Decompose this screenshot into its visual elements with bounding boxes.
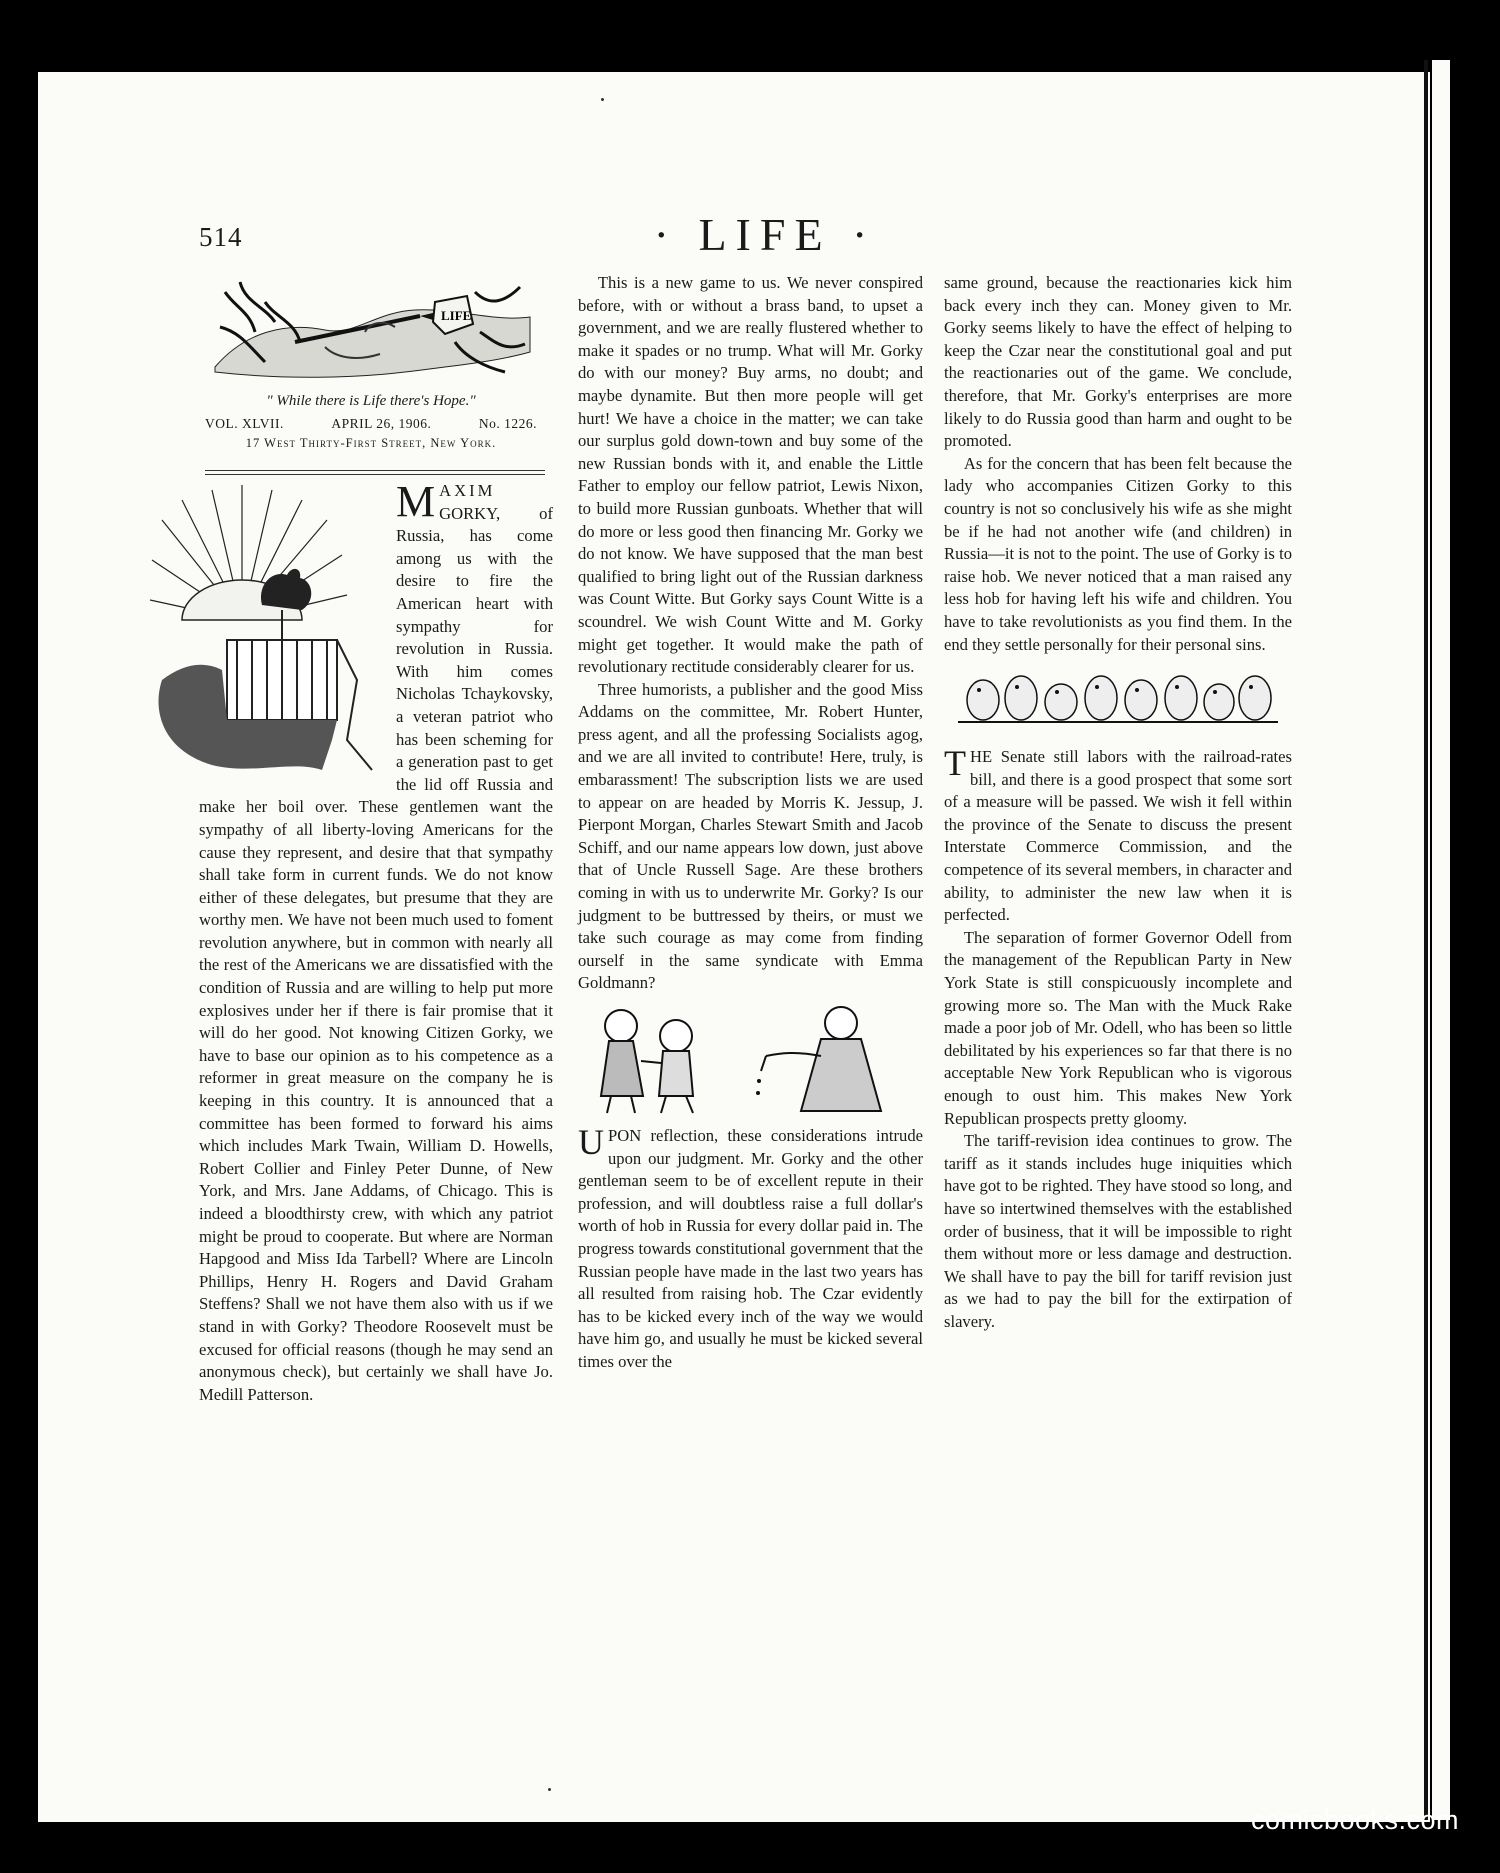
children-and-woman-illustration: [581, 1001, 921, 1121]
col3-paragraph-2: As for the concern that has been felt because the lady who accompanies Citizen Gorky to this country is not so conclusively his wife as she might be if he had not another wife (and children) in Russia—it is not to the point. The use of Gorky is to raise hob. We never noticed that a man raised any less hob for having left his wife and children. You have to take revolutionists as you find them. In the end they settle personally for their personal sins.: [944, 453, 1292, 654]
volume-number: VOL. XLVII.: [205, 416, 284, 431]
banner-illustration: [205, 272, 537, 384]
dropcap-u: U: [578, 1122, 604, 1162]
print-speck: [548, 1788, 551, 1791]
issue-line: [205, 416, 537, 432]
issue-number: No. 1226.: [478, 416, 537, 431]
masthead-title: · LIFE ·: [653, 209, 877, 260]
banner-lettering: LIFE: [441, 308, 472, 323]
site-watermark: comicbooks.com: [1250, 1805, 1460, 1835]
sunrise-rooster-illustration: [142, 480, 388, 780]
next-page-edge: [1432, 60, 1450, 1820]
column-1: [199, 477, 553, 1406]
col2-paragraph-1: This is a new game to us. We never conspired before, with or without a brass band, to upset a government, and we are really flustered whether to make it spades or no trump. What will Mr. Gorky do with our money? Buy arms, no doubt; and maybe dynamite. But then more people will get hurt! We have a choice in the matter; we can take our surplus gold down-town and buy some of the new Russian bonds with it, and enable the Little Father to employ our fellow patriot, Lewis Nixon, to build more Russian gunboats. Whether that will do more or less good then financing Mr. Gorky we do not know. We have supposed that the man best qualified to bring light out of the Russian darkness was Count Witte. But Gorky says Count Witte is a scoundrel. We wish Count Witte and M. Gorky might get together. It would make the path of revolutionary rectitude considerably clearer for us.: [578, 273, 923, 677]
col3-paragraph-1: same ground, because the reactionaries kick him back every inch they can. Money given to Mr. Gorky seems likely to have the effect of helping to keep the Czar near the constitutional goal and put the reactionaries out of the game. We conclude, therefore, that Mr. Gorky's enterprises are more likely to do Russia good than harm and ought to be promoted.: [944, 273, 1292, 451]
editorial-header: [205, 272, 537, 451]
print-speck: [601, 98, 604, 101]
col3-paragraph-4: The separation of former Governor Odell from the management of the Republican Party in New York State is still conspicuously incomplete and growing more so. The Man with the Muck Rake made a poor job of Mr. Odell, who has been so little debilitated by his experiences so far that there is no acceptable New York Republican who is vigorous enough to oust him. This makes New York Republican prospects pretty gloomy.: [944, 927, 1292, 1128]
column-2: [578, 272, 923, 1374]
publisher-address: 17 West Thirty-First Street, New York.: [245, 436, 497, 450]
page-gutter: [1424, 60, 1428, 1820]
col2-paragraph-3: PON reflection, these considerations intrude upon our judgment. Mr. Gorky and the other gentleman seem to be of excellent repute in their profession, and will doubtless raise a full dollar's worth of hob in Russia for every dollar paid in. The progress towards constitutional government that the Russian people have made in the last two years has all resulted from raising hob. The Czar evidently has to be kicked every inch of the way we would have him go, and usually he must be kicked several times over the: [578, 1126, 923, 1371]
col1-lead: AXIM: [439, 481, 496, 500]
motto: " While there is Life there's Hope.": [266, 393, 476, 409]
header-rule: [205, 470, 545, 475]
col3-paragraph-3: HE Senate still labors with the railroad-rates bill, and there is a good prospect that some sort of a measure will be passed. We wish it fell within the province of the Senate to discuss the present Interstate Commerce Commission, and the competence of its several members, in character and ability, to administer the new law when it is perfected.: [944, 747, 1292, 925]
col1-paragraph: GORKY, of Russia, has come among us with the desire to fire the American heart with sympathy for revolution in Russia. With him comes Nicholas Tchaykovsky, a veteran patriot who has been scheming for a generation past to get the lid off Russia and make her boil over. These gentlemen want the sympathy of all liberty-loving Americans for the cause they represent, and desire that that sympathy shall take form in current funds. We do not know either of these delegates, but presume that they are worthy men. We have not been much used to foment revolution anywhere, but in common with nearly all the rest of the Americans we are dissatisfied with the condition of Russia and are willing to help put more explosives under her if there is fair promise that it will do her good. Not knowing Citizen Gorky, we have to base our opinion as to his competence as a reformer in great measure on the company he is keeping in this country. It is announced that a committee has been formed to forward his aims which includes Mark Twain, William D. Howells, Robert Collier and Finley Peter Dunne, of New York, and Mrs. Jane Addams, of Chicago. This is indeed a bloodthirsty crew, with which any patriot might be proud to cooperate. But where are Norman Hapgood and Miss Ida Tarbell? Where are Lincoln Phillips, Henry H. Rogers and David Graham Steffens? Shall we not have them also with us if we stand in with Gorky? Theodore Roosevelt must be excused for official reasons (though he may send an anonymous check), but certainly we shall have Jo. Medill Patterson.: [199, 503, 553, 1404]
dropcap-t: T: [944, 743, 966, 784]
col3-paragraph-5: The tariff-revision idea continues to grow. The tariff as it stands includes huge iniquities which have got to be righted. They have stood so long, and have so intertwined themselves with the established order of business, that it will be impossible to right them without more or less damage and destruction. We shall have to pay the bill for tariff revision just as we had to pay the bill for the extirpation of slavery.: [944, 1131, 1292, 1331]
column-3: [944, 272, 1292, 1334]
col2-paragraph-2: Three humorists, a publisher and the good Miss Addams on the committee, Mr. Robert Hunter, press agent, and all the professing Socialists agog, and we are all invited to contribute! Here, truly, is embarassment! The subscription lists we are used to appear on are headed by Morris K. Jessup, J. Pierpont Morgan, Charles Stewart Smith and Jacob Schiff, and our name appears low down, just above that of Uncle Russell Sage. Are these brothers coming in with us to underwrite Mr. Gorky? Is our judgment to be buttressed by theirs, or must we take such courage as may come from finding ourself in the same syndicate with Emma Goldmann?: [578, 679, 923, 993]
issue-date: APRIL 26, 1906.: [331, 416, 432, 431]
dropcap-m: M: [396, 477, 436, 526]
birds-on-wire-illustration: [953, 662, 1283, 742]
page-number: 514: [199, 222, 243, 252]
